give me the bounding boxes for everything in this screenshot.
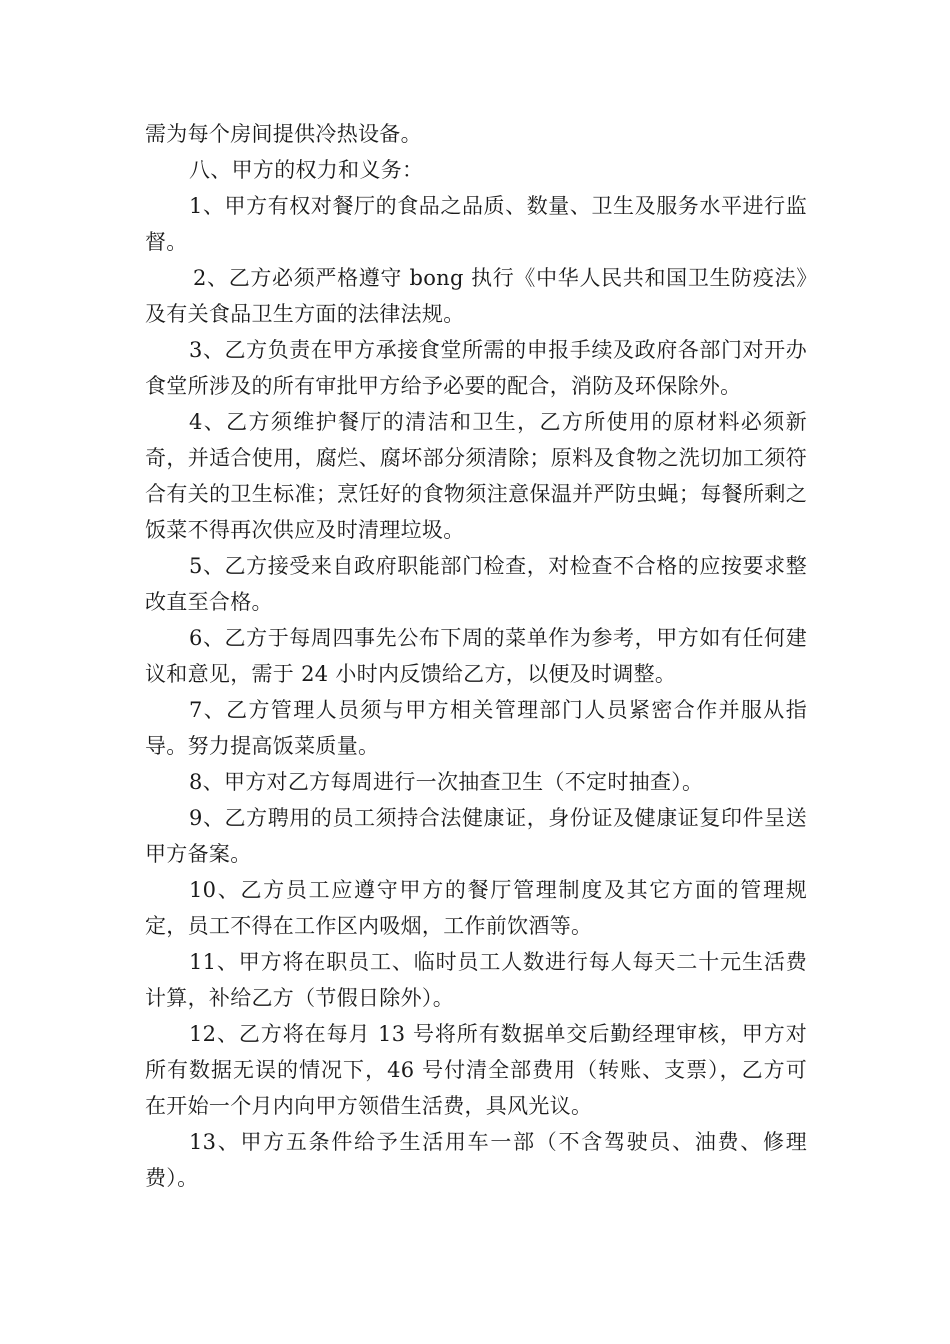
clause-8: 8、甲方对乙方每周进行一次抽查卫生（不定时抽查）。 <box>189 770 704 794</box>
clause-2: 2、乙方必须严格遵守 bong 执行《中华人民共和国卫生防疫法》及有关食品卫生方面的法律法规。 <box>145 266 807 326</box>
document-body <box>145 116 807 1196</box>
clause-11: 11、甲方将在职员工、临时员工人数进行每人每天二十元生活费计算，补给乙方（节假日除外）。 <box>145 950 807 1010</box>
clause-12: 12、乙方将在每月 13 号将所有数据单交后勤经理审核，甲方对所有数据无误的情况下，46 号付清全部费用（转账、支票），乙方可在开始一个月内向甲方领借生活费，具风光议。 <box>145 1022 807 1118</box>
clause-9: 9、乙方聘用的员工须持合法健康证，身份证及健康证复印件呈送甲方备案。 <box>145 806 807 866</box>
clause-5: 5、乙方接受来自政府职能部门检查，对检查不合格的应按要求整改直至合格。 <box>145 554 807 614</box>
paragraph-continuation: 需为每个房间提供冷热设备。 <box>145 122 422 146</box>
clause-13: 13、甲方五条件给予生活用车一部（不含驾驶员、油费、修理费）。 <box>145 1130 807 1190</box>
clause-6: 6、乙方于每周四事先公布下周的菜单作为参考，甲方如有任何建议和意见，需于 24 小时内反馈给乙方，以便及时调整。 <box>145 626 807 686</box>
clause-3: 3、乙方负责在甲方承接食堂所需的申报手续及政府各部门对开办食堂所涉及的所有审批甲方给予必要的配合，消防及环保除外。 <box>145 338 807 398</box>
clause-4: 4、乙方须维护餐厅的清洁和卫生，乙方所使用的原材料必须新奇，并适合使用，腐烂、腐坏部分须清除；原料及食物之洗切加工须符合有关的卫生标准；烹饪好的食物须注意保温并严防虫蝇；每餐所剩之饭菜不得再次供应及时清理垃圾。 <box>145 410 807 542</box>
section-heading-party-a-rights: 八、甲方的权力和义务： <box>189 158 424 182</box>
clause-1: 1、甲方有权对餐厅的食品之品质、数量、卫生及服务水平进行监督。 <box>145 194 807 254</box>
clause-10: 10、乙方员工应遵守甲方的餐厅管理制度及其它方面的管理规定，员工不得在工作区内吸烟，工作前饮酒等。 <box>145 878 807 938</box>
clause-7: 7、乙方管理人员须与甲方相关管理部门人员紧密合作并服从指导。努力提高饭菜质量。 <box>145 698 807 758</box>
